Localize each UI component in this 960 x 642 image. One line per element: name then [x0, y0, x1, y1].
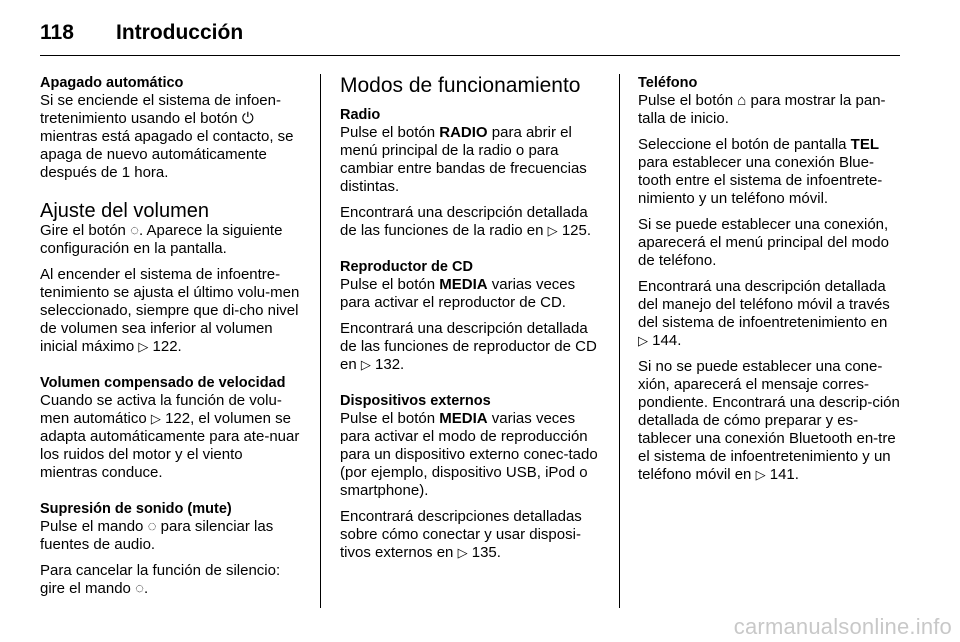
text: Seleccione el botón de pantalla — [638, 136, 851, 153]
page-reference: 125. — [561, 222, 592, 239]
text: Encontrará una descripción detallada de las funciones de la radio en — [340, 204, 588, 239]
paragraph — [638, 278, 900, 350]
page-header — [40, 17, 900, 49]
text: para establecer una conexión Blue-tooth entre el sistema de infoentrete-nimiento y un teléfono móvil. — [638, 154, 883, 207]
text: . Aparece la siguiente configuración en la pantalla. — [40, 222, 283, 257]
text: para silenciar las fuentes de audio. — [40, 518, 274, 553]
paragraph — [40, 392, 302, 482]
reference-arrow-icon: ▷ — [457, 545, 468, 560]
radio-button-label: RADIO — [439, 124, 488, 141]
paragraph — [340, 410, 602, 500]
section-title-phone: Teléfono — [638, 75, 698, 91]
text: Al encender el sistema de infoentre-tenimiento se ajusta el último volu-men seleccionado, siempre que di-cho nivel de volumen sea inferior al volumen inicial máximo — [40, 266, 300, 355]
section-title-cd: Reproductor de CD — [340, 259, 473, 275]
reference-arrow-icon: ▷ — [755, 467, 766, 482]
text: Si no se puede establecer una cone-xión, aparecerá el mensaje corres-pondiente. Encontrará una descrip-ción detallada de cómo preparar y es-tablecer una conexión Bluetooth en-tre el sistema de infoentretenimiento y un teléfono móvil en — [638, 358, 900, 483]
text: Encontrará una descripción detallada de las funciones de reproductor de CD en — [340, 320, 597, 373]
spacer — [40, 490, 302, 500]
text: para abrir el menú principal de la radio o para cambiar entre bandas de frecuencias distintas. — [340, 124, 587, 195]
paragraph — [638, 136, 900, 208]
page-reference: 141. — [769, 466, 799, 483]
text: varias veces para activar el modo de reproducción para un dispositivo externo conec-tado (por ejemplo, dispositivo USB, iPod o smartphone). — [340, 410, 598, 499]
spacer — [340, 248, 602, 258]
paragraph — [40, 92, 302, 182]
section-title-speed-volume: Volumen compensado de velocidad — [40, 375, 286, 391]
section-title-external: Dispositivos externos — [340, 393, 491, 409]
text: Pulse el botón — [340, 124, 440, 141]
tel-button-label: TEL — [850, 136, 880, 153]
watermark: carmanualsonline.info — [733, 614, 952, 639]
page-title: Introducción — [116, 21, 244, 44]
page-reference: 135. — [471, 544, 501, 561]
spacer — [340, 382, 602, 392]
paragraph — [340, 124, 602, 196]
spacer — [40, 190, 302, 200]
section-title-volume: Ajuste del volumen — [40, 200, 209, 222]
reference-arrow-icon: ▷ — [547, 223, 558, 238]
page-number: 118 — [40, 21, 74, 44]
column-divider-1 — [320, 74, 321, 608]
text: Encontrará una descripción detallada del manejo del teléfono móvil a través del sistema de infoentretenimiento en — [638, 278, 890, 331]
paragraph — [40, 562, 302, 598]
reference-arrow-icon: ▷ — [360, 357, 371, 372]
page-reference: 144. — [652, 332, 682, 349]
column-3 — [638, 74, 900, 492]
paragraph — [638, 92, 900, 128]
spacer — [40, 364, 302, 374]
paragraph — [40, 266, 302, 356]
volume-knob-icon: ◌ — [130, 222, 139, 239]
reference-arrow-icon: ▷ — [138, 339, 149, 354]
page-reference: 122 — [165, 410, 191, 427]
media-button-label: MEDIA — [439, 276, 488, 293]
text: mientras está apagado el contacto, se apaga de nuevo automáticamente después de 1 hora. — [40, 128, 294, 181]
text: . — [143, 580, 149, 597]
volume-knob-icon: ◌ — [135, 580, 144, 597]
paragraph — [340, 508, 602, 562]
text: Pulse el botón — [638, 92, 738, 109]
text: Cuando se activa la función de volu-men automático — [40, 392, 282, 427]
column-divider-2 — [619, 74, 620, 608]
paragraph — [638, 358, 900, 484]
section-title-mute: Supresión de sonido (mute) — [40, 501, 232, 517]
section-title-auto-off: Apagado automático — [40, 75, 184, 91]
power-icon: ⏻ — [241, 110, 254, 127]
text: Para cancelar la función de silencio: gire el mando — [40, 562, 281, 597]
text: Pulse el mando — [40, 518, 148, 535]
header-rule — [40, 55, 900, 56]
page-reference: 132. — [375, 356, 405, 373]
paragraph — [40, 222, 302, 258]
paragraph — [40, 518, 302, 554]
page-reference: 122. — [152, 338, 182, 355]
text: Pulse el botón — [340, 410, 440, 427]
section-title-radio: Radio — [340, 107, 381, 123]
paragraph — [340, 276, 602, 312]
text: para mostrar la pan-talla de inicio. — [638, 92, 886, 127]
text: Si se enciende el sistema de infoen-tretenimiento usando el botón — [40, 92, 281, 127]
paragraph — [340, 320, 602, 374]
text: Pulse el botón — [340, 276, 440, 293]
text: Gire el botón — [40, 222, 131, 239]
text: , el volumen se adapta automáticamente para ate-nuar los ruidos del motor y el viento mientras conduce. — [40, 410, 300, 481]
reference-arrow-icon: ▷ — [638, 333, 648, 348]
section-heading-modes: Modos de funcionamiento — [340, 74, 581, 97]
paragraph: Si se puede establecer una conexión, aparecerá el menú principal del modo de teléfono. — [638, 216, 889, 269]
media-button-label: MEDIA — [439, 410, 488, 427]
text: Encontrará descripciones detalladas sobre cómo conectar y usar disposi-tivos externos en — [340, 508, 582, 561]
text: varias veces para activar el reproductor de CD. — [340, 276, 576, 311]
reference-arrow-icon: ▷ — [150, 411, 161, 426]
volume-knob-icon: ◌ — [147, 518, 157, 535]
column-1 — [40, 74, 302, 606]
column-2 — [340, 74, 602, 570]
home-icon: ⌂ — [737, 92, 747, 109]
paragraph — [340, 204, 602, 240]
